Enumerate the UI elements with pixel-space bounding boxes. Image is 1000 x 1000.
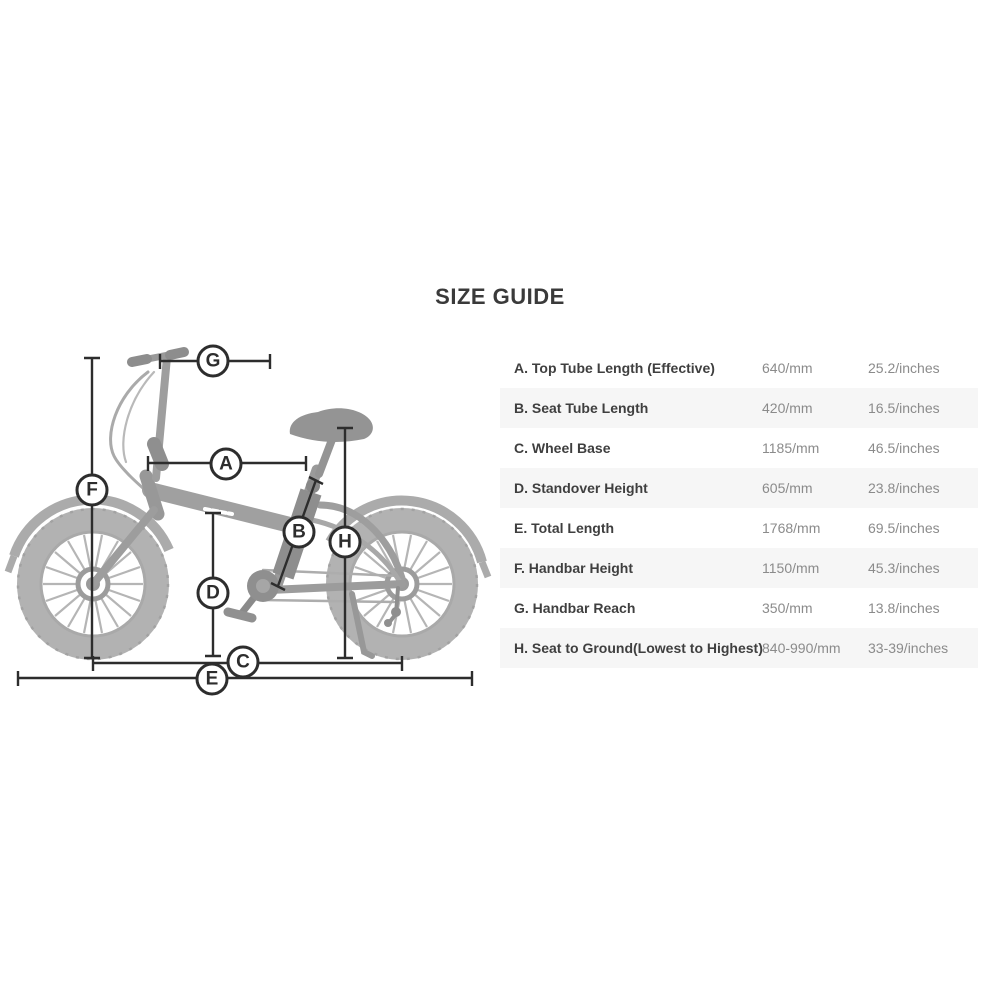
size-label: G. Handbar Reach (514, 600, 636, 616)
size-label: D. Standover Height (514, 480, 648, 496)
dimension-marker-e: E (196, 663, 229, 696)
table-row (500, 428, 978, 468)
table-row (500, 348, 978, 388)
size-mm: 1768/mm (762, 520, 821, 536)
size-inches: 33-39/inches (868, 640, 949, 656)
size-label: C. Wheel Base (514, 440, 611, 456)
size-mm: 1150/mm (762, 560, 820, 576)
size-mm: 640/mm (762, 360, 813, 376)
size-mm: 840-990/mm (762, 640, 841, 656)
dimension-marker-f: F (76, 474, 109, 507)
pedal (228, 612, 252, 618)
size-label: F. Handbar Height (514, 560, 634, 576)
chain-stay (270, 584, 402, 590)
size-mm: 420/mm (762, 400, 813, 416)
size-label: E. Total Length (514, 520, 615, 536)
size-mm: 350/mm (762, 600, 813, 616)
size-inches: 13.8/inches (868, 600, 940, 616)
size-label: H. Seat to Ground(Lowest to Highest) (514, 640, 763, 656)
page-title: SIZE GUIDE (435, 284, 565, 309)
bike-silhouette (8, 352, 488, 659)
folding-clamp (154, 444, 162, 464)
table-row (500, 468, 978, 508)
size-label: B. Seat Tube Length (514, 400, 649, 416)
saddle (290, 408, 373, 442)
size-inches: 45.3/inches (868, 560, 940, 576)
size-inches: 23.8/inches (868, 480, 940, 496)
table-row (500, 628, 978, 668)
size-mm: 1185/mm (762, 440, 820, 456)
dimension-marker-h: H (329, 526, 362, 559)
size-label: A. Top Tube Length (Effective) (514, 360, 715, 376)
size-mm: 605/mm (762, 480, 813, 496)
size-inches: 25.2/inches (868, 360, 940, 376)
dimension-marker-d: D (197, 577, 230, 610)
dimension-marker-c: C (227, 646, 260, 679)
size-inches: 16.5/inches (868, 400, 940, 416)
size-table (500, 348, 978, 668)
table-row (500, 588, 978, 628)
table-row (500, 548, 978, 588)
dimension-marker-b: B (283, 516, 316, 549)
size-inches: 46.5/inches (868, 440, 940, 456)
dimension-marker-a: A (210, 448, 243, 481)
size-inches: 69.5/inches (868, 520, 940, 536)
dimension-marker-g: G (197, 345, 230, 378)
main-tube (150, 490, 302, 528)
table-row (500, 388, 978, 428)
table-row (500, 508, 978, 548)
seat-post (319, 437, 333, 474)
